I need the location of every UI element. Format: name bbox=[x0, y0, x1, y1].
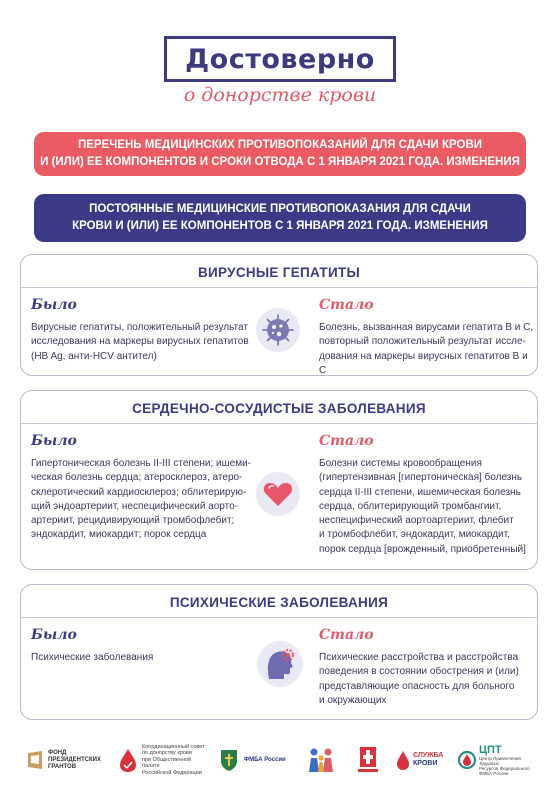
family-logo bbox=[306, 740, 336, 780]
fond-logo: ФОНД ПРЕЗИДЕНТСКИХ ГРАНТОВ bbox=[26, 740, 101, 780]
banner-red-line-2: И (ИЛИ) ЕЕ КОМПОНЕНТОВ И СРОКИ ОТВОДА С 1 ЯНВАРЯ 2021 ГОДА. ИЗМЕНЕНИЯ bbox=[40, 156, 520, 168]
cpt-emblem-icon bbox=[458, 749, 476, 771]
logo-subtitle: о донорстве крови bbox=[183, 84, 377, 106]
card-title: ВИРУСНЫЕ ГЕПАТИТЫ bbox=[197, 265, 361, 280]
card-cardiovascular bbox=[20, 390, 538, 570]
logo-box bbox=[164, 36, 396, 82]
blood-drop-icon bbox=[118, 747, 138, 773]
label-now: Стало bbox=[319, 627, 374, 643]
card-divider bbox=[21, 617, 537, 618]
card-divider bbox=[21, 287, 537, 288]
heart-icon bbox=[255, 471, 301, 517]
was-text: Гипертоническая болезнь II-III степени; ишеми- ческая болезнь сердца; атеросклероз, атеро- склеротический кардиосклероз; облитерирую- щий эндоартериит, неспецифический аорто- артериит, рецидивирующий тромбофлебит; эндокардит, миокардит; порок сердца bbox=[31, 458, 251, 541]
now-text: Болезнь, вызванная вирусами гепатита В и С, повторный положительный результат иссле- дования на маркеры вирусных гепатитов В и С bbox=[319, 322, 534, 376]
fond-emblem-icon bbox=[26, 749, 44, 771]
card-title: СЕРДЕЧНО-СОСУДИСТЫЕ ЗАБОЛЕВАНИЯ bbox=[132, 401, 426, 416]
banner-blue-line-1: ПОСТОЯННЫЕ МЕДИЦИНСКИЕ ПРОТИВОПОКАЗАНИЯ ДЛЯ СДАЧИ bbox=[89, 203, 471, 215]
label-was: Было bbox=[31, 433, 77, 449]
now-text: Болезни системы кровообращения (гипертензивная [гипертоническая] болезнь сердца II-III степени, ишемическая болезнь сердца, облитерирующий тромбангиит, неспецифический аортоартериит, флебит и тромбофлебит, эндокардит, миокардит, порок сердца [врожденный, приобретенный] bbox=[319, 458, 526, 555]
cpt-logo: ЦПТ Центр Привлечения Трудовых Ресурсов Федерального ФМБА России bbox=[458, 740, 539, 780]
fmba-emblem-icon bbox=[218, 747, 240, 773]
label-now: Стало bbox=[319, 433, 374, 449]
card-mental bbox=[20, 584, 538, 720]
label-was: Было bbox=[31, 297, 77, 313]
banner-red bbox=[34, 132, 526, 176]
sluzhba-krovi-logo: СЛУЖБА КРОВИ bbox=[396, 740, 443, 780]
banner-blue bbox=[34, 194, 526, 242]
virus-icon bbox=[255, 307, 301, 353]
card-viral-hepatitis bbox=[20, 254, 538, 376]
fmba-logo: ФМБА России bbox=[218, 740, 286, 780]
council-logo: Координационный совет по донорству крови при Общественной палате Российской Федерации bbox=[118, 740, 210, 780]
banner-red-line-1: ПЕРЕЧЕНЬ МЕДИЦИНСКИХ ПРОТИВОПОКАЗАНИЙ ДЛЯ СДАЧИ КРОВИ bbox=[77, 139, 483, 151]
label-was: Было bbox=[31, 627, 77, 643]
was-text: Психические заболевания bbox=[31, 652, 154, 663]
red-emblem-icon bbox=[356, 745, 380, 775]
label-now: Стало bbox=[319, 297, 374, 313]
family-icon bbox=[306, 746, 336, 774]
head-gear-icon bbox=[255, 639, 305, 689]
card-divider bbox=[21, 423, 537, 424]
logo-title: Достоверно bbox=[185, 43, 375, 75]
was-text: Вирусные гепатиты, положительный результат исследования на маркеры вирусных гепатитов (HB Ag, анти-HCV антител) bbox=[31, 322, 249, 362]
now-text: Психические расстройства и расстройства поведения в состоянии обострения и (или) представляющие опасность для больного и окружающих bbox=[319, 652, 519, 706]
red-cross-logo bbox=[356, 740, 380, 780]
drop-icon bbox=[396, 749, 410, 771]
banner-blue-line-2: КРОВИ И (ИЛИ) ЕЕ КОМПОНЕНТОВ С 1 ЯНВАРЯ 2021 ГОДА. ИЗМЕНЕНИЯ bbox=[72, 220, 488, 232]
card-title: ПСИХИЧЕСКИЕ ЗАБОЛЕВАНИЯ bbox=[169, 595, 389, 610]
footer-logos bbox=[0, 740, 560, 790]
